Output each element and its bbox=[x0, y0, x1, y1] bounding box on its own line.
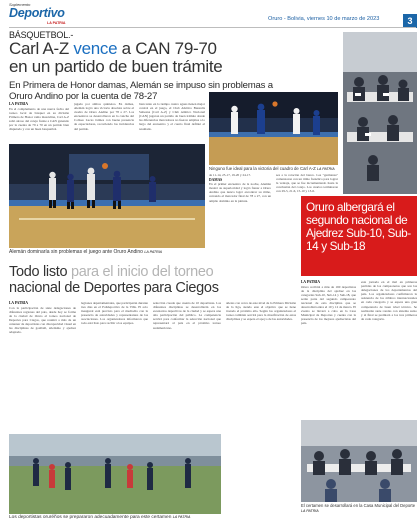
photo-basketball-men bbox=[209, 92, 338, 165]
story1-col5-text: ses a la rotación del banco. Las "germanas" comenzaron con un ritmo frenético para lograr la ventaja, que se fue incrementando hasta la conclusión del cotejo. Los cuartos terminaron con 29-5, 21-6, 15-10 y 13-6. bbox=[276, 173, 338, 194]
photo-chess-hall bbox=[301, 420, 417, 502]
story1-col3-text: bien tanto en lo tiempo cuatro aguas tienen mejor control en el juego, el Club Atlético Banzalis Salteana (Carl A-Z) y Club Atlético Nacional (CAN) jugaron un partido de buen trámite donde las diferencias marcadores no fueron amplias a lo largo del encuentro y el cuarto final definió el resultado. bbox=[139, 102, 205, 131]
story2-headline: Oruro albergará el segundo nacional de Ajedrez Sub-10, Sub-14 y Sub-18 bbox=[306, 200, 411, 253]
story1-headline-line2: en un partido de buen trámite bbox=[9, 57, 223, 76]
story3-headline-line2: nacional de Deportes para Ciegos bbox=[9, 280, 219, 296]
chess-players-image bbox=[343, 32, 417, 194]
story2-col2-text: esta jornada en el mal en primeras partidas de los campeonatos que son las delegaciones de los departamentos del país. Los organizadores confirmaron la asistencia de los árbitros internacionales en cada categoría y se espera una gran competencia de buen nivel técnico. Se realizarán siete rondas con sistema suizo y al final se premiará a los tres primeros de cada categoría. bbox=[361, 280, 417, 321]
story1-headline-highlight: vence bbox=[73, 39, 118, 58]
photo1-credit: LA PATRIA bbox=[144, 250, 163, 254]
story1-headline-post: a CAN 79-70 bbox=[117, 39, 217, 58]
story3-headline-light: para el inicio del torneo bbox=[67, 264, 214, 280]
story1-col4-text-2: En el primer encuentro de la noche, Alemán mostró su superioridad y logró frenar a Oruro Andino que nunca logró encontrar su ritmo, cerrando el marcador final de 78 a 27, con un amplio dominio en la pintura. bbox=[209, 182, 271, 203]
story1-col1-text: En el complemento de una nueva fecha del torneo local de básquet en su división Primera de Honor rama masculina, Carl A-Z salió airoso del cotejo frente a CAN ganando por la cuenta de 79 a 70 en un partido bien disputado y con un buen basquetbol. bbox=[9, 106, 69, 132]
story3-col3-text: selección creada que cuenta de 10 deportistas. Las diferentes disciplinas se desarrollarán en los escenarios deportivos de la ciudad y se espera una alta participación del público. La competencia servirá para conformar la selección nacional que representará al país en el próximo torneo sudamericano. bbox=[153, 301, 221, 330]
photo-chess-players bbox=[343, 32, 417, 194]
story3-column-2 bbox=[81, 301, 148, 431]
photo2-credit: LA PATRIA bbox=[316, 167, 335, 171]
photo4-credit: LA PATRIA bbox=[301, 509, 319, 513]
blind-athletes-image bbox=[9, 434, 221, 514]
photo1-caption: Alemán dominaría sin problemas el juego ante Oruro Andino bbox=[9, 249, 143, 255]
photo4-caption-line bbox=[301, 503, 417, 514]
photo-basketball-women bbox=[9, 144, 205, 248]
photo2-caption: Ninguno fue ideal para la victoria del cuadro de Carl A-Z bbox=[209, 166, 316, 171]
story3-headline-dark: Todo listo bbox=[9, 264, 68, 280]
story3-col4-text: atletas con cerca de este nivel de la Primera División de la liga, siendo este el objetivo que se tiene trazado el próximo año. Según los organizadores el torneo también servirá para la masificación de estas disciplinas y se espera el apoyo de las autoridades. bbox=[226, 301, 296, 322]
story3-col1-text: Con la participación de siete delegaciones de diferentes regiones del país, desde hoy se forma de la ciudad de Oruro el torneo nacional de Deportes para Ciegos, que reunirá a más de un centenar de deportistas con discapacidad visual en las disciplinas de goalball, atletismo y ajedrez adaptado. bbox=[9, 305, 76, 335]
story2-source: LA PATRIA bbox=[301, 280, 320, 284]
story1-col2-text: jugado por ambos quintetos. En damas, Alemán logró una victoria absoluta sobre el cuadro de Oruro Andino por 78 a 27. Los encuentros se desarrollaron en la cancha del Coliseo Lucas Jaimes con buena presencia de espectadores, recorriendo las incidencias del partido. bbox=[74, 102, 134, 131]
story2-col1-text: Oruro recibirá a más de 160 deportistas de la disciplina del ajedrez en las categorías Sub-10, Sub-14 y Sub-18, que serán parte del segundo campeonato nacional de esta disciplina que se desarrollará entre el 10 y 12 de marzo. El evento se llevará a cabo en la Casa Municipal de Deportes y cuenta con la presencia de los mejores ajedrecistas del país. bbox=[301, 284, 356, 326]
story3-column-4 bbox=[226, 301, 296, 515]
story1-source: LA PATRIA bbox=[9, 102, 28, 106]
story1-kicker: BÁSQUETBOL.- bbox=[9, 30, 74, 40]
masthead-rule bbox=[9, 27, 416, 28]
photo3-caption-line bbox=[9, 515, 221, 521]
story3-source: LA PATRIA bbox=[9, 301, 28, 305]
photo3-credit: LA PATRIA bbox=[172, 515, 191, 519]
photo4-caption: El certamen se desarrollará en la Casa Municipal del Deporte bbox=[301, 503, 416, 508]
story1-column-4 bbox=[209, 173, 271, 247]
page-number: 3 bbox=[403, 14, 417, 28]
basketball-men-image bbox=[209, 92, 338, 165]
story1-col4-text: de 11-14, 25-17, 19-20 y 24-17. bbox=[209, 173, 251, 177]
story3-column-3 bbox=[153, 301, 221, 431]
masthead-brand: Deportivo bbox=[9, 6, 65, 20]
basketball-women-image bbox=[9, 144, 205, 248]
dateline: Oruro - Bolivia, viernes 10 de marzo de 2023 bbox=[268, 16, 380, 22]
story1-col4-subhead: DAMAS bbox=[209, 177, 223, 182]
story1-headline bbox=[9, 40, 217, 57]
photo-blind-athletes bbox=[9, 434, 221, 514]
story3-headline bbox=[9, 264, 213, 280]
story2-headline-box bbox=[301, 196, 417, 276]
photo3-caption: Los deportistas oruréños se prepararon adecuadamente para este certamen bbox=[9, 515, 172, 520]
masthead-publisher: LA PATRIA bbox=[47, 21, 66, 25]
story3-column-1 bbox=[9, 301, 76, 431]
story3-col2-text: legiones departamentales, que participarán durante tres días en el Polideportivo de la Villa. El acto inaugural está previsto para el mediodía con la presencia de autoridades y representantes de las asociaciones. Los organizadores informaron que todo está listo para recibir a los equipos. bbox=[81, 301, 148, 326]
photo2-caption-line bbox=[209, 166, 338, 172]
photo1-caption-line bbox=[9, 249, 205, 255]
story1-deck: En Primera de Honor damas, Alemán se impuso sin problemas a Oruro Andino por la cuenta de 78-27 bbox=[9, 80, 273, 102]
masthead-tagline: Suplemento bbox=[9, 2, 31, 7]
story1-headline-pre: Carl A-Z bbox=[9, 39, 74, 58]
chess-hall-image bbox=[301, 420, 417, 502]
